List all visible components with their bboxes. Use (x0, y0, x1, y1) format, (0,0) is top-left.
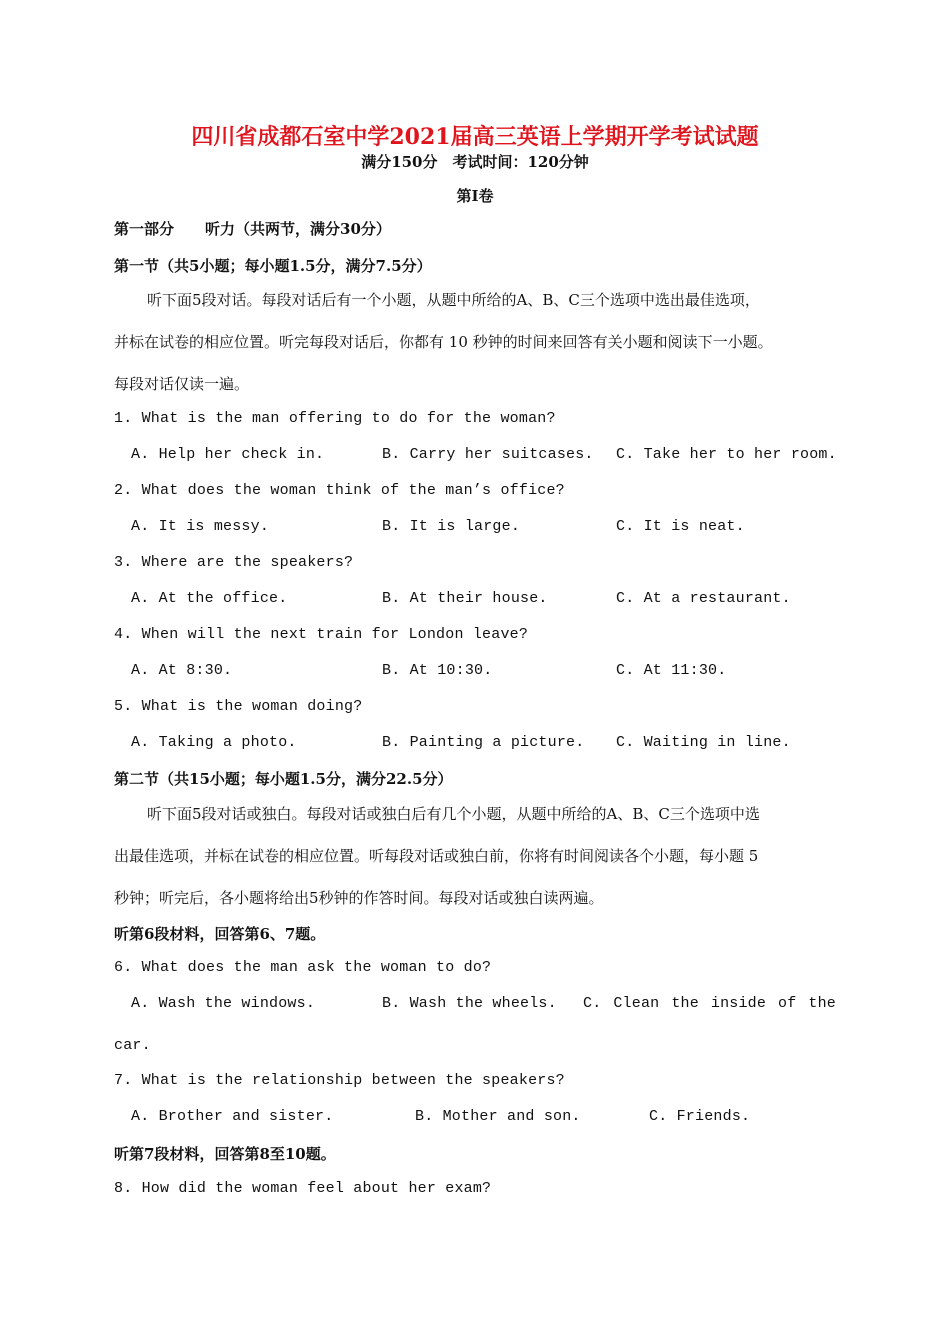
question-text: 2. What does the woman think of the man’s office? (114, 482, 565, 499)
option-c: C. Friends. (649, 1108, 751, 1125)
option-c: C. Clean the inside of the (583, 995, 836, 1012)
section2-intro-line: 出最佳选项，并标在试卷的相应位置。听每段对话或独白前，你将有时间阅读各个小题，每小题 5 (114, 847, 759, 865)
section2-intro-line: 秒钟；听完后，各小题将给出5秒钟的作答时间。每段对话或独白读两遍。 (114, 889, 604, 907)
volume-label: 第Ⅰ卷 (456, 187, 494, 205)
question-text: 1. What is the man offering to do for the woman? (114, 410, 556, 427)
section1-heading: 第一节（共5小题；每小题1.5分，满分7.5分） (114, 257, 432, 275)
question-text: 3. Where are the speakers? (114, 554, 354, 571)
exam-info: 满分150分 考试时间：120分钟 (361, 153, 589, 171)
option-c: C. Waiting in line. (616, 734, 791, 751)
section1-intro-line: 每段对话仅读一遍。 (114, 375, 250, 393)
option-b: B. At their house. (382, 590, 548, 607)
option-c: C. At a restaurant. (616, 590, 791, 607)
option-b: B. Wash the wheels. (382, 995, 557, 1012)
option-a: A. Wash the windows. (131, 995, 316, 1012)
section1-intro-line: 听下面5段对话。每段对话后有一个小题，从题中所给的A、B、C三个选项中选出最佳选项， (147, 291, 760, 309)
page-title: 四川省成都石室中学2021届高三英语上学期开学考试试题 (191, 124, 759, 150)
option-a: A. Taking a photo. (131, 734, 297, 751)
question-text: 6. What does the man ask the woman to do? (114, 959, 492, 976)
option-a: A. Brother and sister. (131, 1108, 334, 1125)
option-b: B. Carry her suitcases. (382, 446, 594, 463)
section1-intro-line: 并标在试卷的相应位置。听完每段对话后，你都有 10 秒钟的时间来回答有关小题和阅读下一小题。 (114, 333, 773, 351)
part-heading-desc: 听力（共两节，满分30分） (205, 220, 391, 238)
option-b: B. Painting a picture. (382, 734, 585, 751)
option-a: A. It is messy. (131, 518, 270, 535)
option-c: C. At 11:30. (616, 662, 727, 679)
option-a: A. At the office. (131, 590, 288, 607)
option-c-continued: car. (114, 1037, 151, 1054)
question-text: 8. How did the woman feel about her exam? (114, 1180, 492, 1197)
option-a: A. At 8:30. (131, 662, 233, 679)
question-text: 7. What is the relationship between the speakers? (114, 1072, 565, 1089)
section2-intro-line: 听下面5段对话或独白。每段对话或独白后有几个小题，从题中所给的A、B、C三个选项中选 (147, 805, 760, 823)
question-text: 4. When will the next train for London leave? (114, 626, 529, 643)
option-b: B. Mother and son. (415, 1108, 581, 1125)
material-heading: 听第7段材料，回答第8至10题。 (114, 1145, 336, 1163)
option-b: B. It is large. (382, 518, 521, 535)
option-c: C. It is neat. (616, 518, 745, 535)
option-b: B. At 10:30. (382, 662, 493, 679)
option-a: A. Help her check in. (131, 446, 325, 463)
part-heading-label: 第一部分 (114, 220, 175, 238)
question-text: 5. What is the woman doing? (114, 698, 363, 715)
section2-heading: 第二节（共15小题；每小题1.5分，满分22.5分） (114, 770, 453, 788)
material-heading: 听第6段材料，回答第6、7题。 (114, 925, 326, 943)
option-c: C. Take her to her room. (616, 446, 837, 463)
